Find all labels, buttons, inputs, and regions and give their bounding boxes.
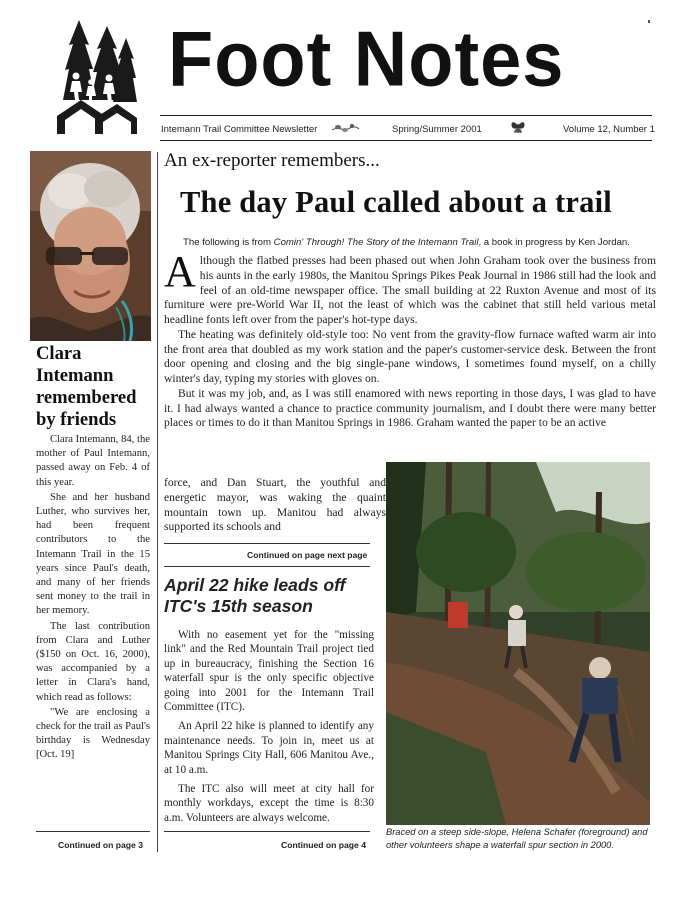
clara-paragraph: Clara Intemann, 84, the mother of Paul Intemann, passed away on Feb. 4 of this year. <box>36 434 150 488</box>
hike-paragraph: An April 22 hike is planned to identify any maintenance needs. To join in, meet us at Manitou Springs City Hall, 606 Manitou Ave., at 10 a.m. <box>164 720 374 776</box>
newsletter-title: Foot Notes <box>168 14 565 103</box>
continued-next-page-jump: Continued on page next page <box>247 550 368 560</box>
main-headline: The day Paul called about a trail <box>180 185 612 219</box>
masthead-divider-top <box>160 115 652 116</box>
butterfly-icon <box>510 120 526 135</box>
newsletter-name: Intemann Trail Committee Newsletter <box>161 124 318 135</box>
hike-story-top-rule <box>164 566 370 567</box>
masthead-divider-bottom <box>160 140 652 141</box>
continued-page-4-jump: Continued on page 4 <box>281 840 366 850</box>
photo-caption: Braced on a steep side-slope, Helena Schafer (foreground) and other volunteers shape a waterfall spur section in 2000. <box>386 827 648 850</box>
issue-date: Spring/Summer 2001 <box>392 124 482 135</box>
story-paragraph <box>164 247 656 328</box>
tree-family-logo-icon <box>55 14 137 134</box>
column-bottom-rule <box>36 831 150 832</box>
clara-paragraph: The last contribution from Clara and Luther ($150 on Oct. 16, 2000), was accompanied by a letter in Clara's hand, which read as follows: <box>36 620 150 703</box>
intro-suffix: , a book in progress by Ken Jordan. <box>478 237 630 248</box>
hike-paragraph: With no easement yet for the "missing link" and the Red Mountain Trail project tied up in bureaucracy, finishing the Section 16 waterfall spur is the only specific objective going into 2001 for the Intemann Trail Committee (ITC). <box>164 629 374 714</box>
first-paragraph-text: lthough the flatbed presses had been phased out when John Graham took over the business from his aunts in the early 1980s, the Manitou Springs Pikes Peak Journal in 1986 still had the look and feel of an old-time newspaper office. The small building at 22 Ruxton Avenue and most of its furniture were pre-World War II, not the least of which was the cabinet that still held various metal headline fonts left over from the paper's hot-type days. <box>164 254 656 326</box>
hike-story-headline: April 22 hike leads off ITC's 15th season <box>164 575 346 616</box>
drop-cap: A <box>164 247 196 296</box>
flower-sprig-icon <box>330 120 360 136</box>
column-divider <box>157 152 158 852</box>
clara-portrait-photo <box>30 151 151 341</box>
main-story-continuation <box>164 476 386 535</box>
story-end-rule <box>164 543 370 544</box>
story-paragraph: The heating was definitely old-style too: No vent from the gravity-flow furnace wafted warm air into the front area that doubled as my work station and the paper's customer-service desk. Between the front door opening and closing and the big single-pane windows, I sometimes found myself, on a chilly winter's day, typing my stories with gloves on. <box>164 327 656 385</box>
volume-number: Volume 12, Number 1 <box>563 124 655 135</box>
clara-story-body <box>36 433 150 763</box>
story-kicker: An ex-reporter remembers... <box>164 150 380 171</box>
story-paragraph: force, and Dan Stuart, the youthful and energetic mayor, was waking the quaint mountain town up. Manitou had always supported its schools and <box>164 476 386 534</box>
continued-page-3-jump: Continued on page 3 <box>58 840 143 850</box>
hike-story-bottom-rule <box>164 831 370 832</box>
trail-work-photo <box>386 462 650 825</box>
story-paragraph: But it was my job, and, as I was still enamored with news reporting in those days, I was glad to have it. I had always wanted a chance to practice community journalism, and I doubt there were many better places or times to do it than Manitou Springs in 1986. Graham wanted the paper to be an active <box>164 386 656 430</box>
main-story-body <box>164 247 656 431</box>
print-speck <box>648 20 650 23</box>
intro-prefix: The following is from <box>183 237 274 248</box>
book-title: Comin' Through! The Story of the Intemann Trail <box>273 237 479 248</box>
hike-paragraph: The ITC also will meet at city hall for monthly workdays, except the time is 8:30 a.m. Volunteers are always welcome. <box>164 783 374 824</box>
clara-story-headline: Clara Intemann remembered by friends <box>36 343 137 430</box>
hike-story-body <box>164 628 374 830</box>
clara-paragraph: "We are enclosing a check for the trail as Paul's birthday is Wednesday [Oct. 19] <box>36 706 150 761</box>
story-intro <box>183 237 630 248</box>
clara-paragraph: She and her husband Luther, who survives her, had been frequent contributors to the Intemann Trail in the 15 years since Paul's death, and many of her friends sent money to the trail in her memory. <box>36 491 150 617</box>
